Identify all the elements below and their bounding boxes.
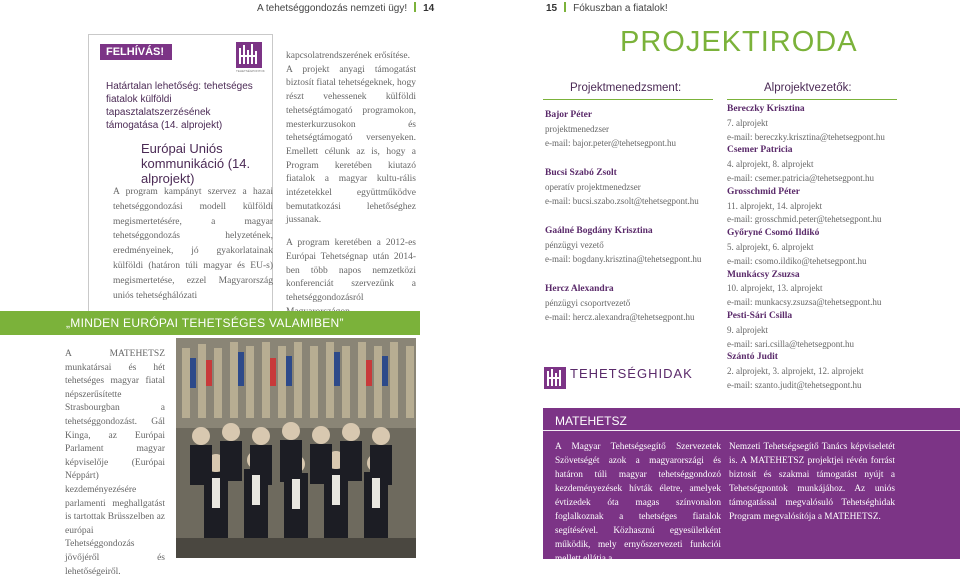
pm-entry — [545, 108, 715, 150]
ap-role: 2. alprojekt, 3. alprojekt, 12. alprojekt — [727, 366, 864, 377]
pm-entry — [545, 282, 715, 324]
ap-header-rule — [727, 99, 897, 100]
matehetsz-text-col1: A Magyar Tehetségsegítő Szervezetek Szövetségét azok a magyarországi és határon túli magyar tehetséggondozó kezdeményezések hívták életre, amelyek évtizedek óta magas színvonalon foglalkoznak a tehetséges fiatalok segítésével. Közhasznú egyesületként működik, mely ernyőszervezeti funkciói mellett ellátja a — [555, 442, 721, 564]
pm-header: Projektmenedzsment: — [570, 82, 682, 94]
pm-role: operatív projektmenedzser — [545, 182, 641, 192]
ap-email: e-mail: bereczky.krisztina@tehetsegpont.hu — [727, 131, 885, 142]
tehetseghidak-logo-text: TEHETSÉGHIDAK — [570, 366, 693, 381]
felhivas-tag: FELHÍVÁS! — [100, 44, 172, 60]
ap-entry — [727, 351, 927, 392]
ap-entry — [727, 269, 927, 310]
ap-entry — [727, 103, 927, 144]
ap-role: 5. alprojekt, 6. alprojekt — [727, 241, 814, 252]
matehetsz-rule — [543, 430, 960, 431]
ap-entry — [727, 186, 927, 227]
ap-list — [727, 103, 927, 393]
callout-body: A program kampányt szervez a hazai tehetséggondozási modell külföldi megismertetésére, a magyar tehetséggondozás helyzetének, eredményeinek, jó gyakorlatainak külföldi (határon túli magyar és EU-s) megismertetése, ezzel Magyarország uniós tehetséghálózati — [113, 187, 273, 301]
ap-name: Győryné Csomó Ildikó — [727, 228, 820, 239]
ap-header: Alprojektvezetők: — [764, 82, 852, 94]
middle-paragraph-2: A projekt anyagi támogatást biztosít fiatal tehetségeknek, hogy részt vehessenek külföldi tehetségtámogató programokon, mesterkurzusokon és tehetségtámogató versenyeken. Emellett célunk az is, hogy a Program keretében kiutazó fiatalok a magyar kultu-rális intézetekkel együttműködve bemutatkozási lehetőséghez jussanak. — [286, 64, 416, 226]
quote-band: „MINDEN EURÓPAI TEHETSÉGES VALAMIBEN” — [0, 311, 420, 335]
right-header-title: Fókuszban a fiatalok! — [573, 3, 668, 14]
header-divider — [414, 2, 416, 12]
pm-email: e-mail: bogdany.krisztina@tehetsegpont.hu — [545, 254, 702, 264]
right-page-header — [546, 2, 668, 14]
ap-name: Pesti-Sári Csilla — [727, 310, 793, 321]
callout-subheading: Európai Uniós kommunikáció (14. alprojekt) — [141, 141, 251, 186]
ap-email: e-mail: munkacsy.zsuzsa@tehetsegpont.hu — [727, 297, 882, 308]
header-divider — [564, 2, 566, 12]
ap-role: 11. alprojekt, 14. alprojekt — [727, 200, 823, 211]
middle-column — [286, 50, 416, 319]
ap-name: Grosschmid Péter — [727, 186, 800, 197]
pm-role: pénzügyi csoportvezető — [545, 298, 631, 308]
pm-email: e-mail: bucsi.szabo.zsolt@tehetsegpont.hu — [545, 196, 699, 206]
callout-heading: Határtalan lehetőség: tehetséges fiatalok külföldi tapasztalatszerzésének támogatása (14. alprojekt) — [106, 81, 253, 131]
pm-email: e-mail: hercz.alexandra@tehetsegpont.hu — [545, 312, 695, 322]
logo-caption: TEHETSÉGPONTOK — [236, 69, 265, 73]
matehetsz-label: MATEHETSZ — [555, 414, 627, 428]
pm-name: Bajor Péter — [545, 110, 593, 120]
ap-name: Bereczky Krisztina — [727, 104, 805, 114]
pm-header-rule — [543, 99, 713, 100]
matehetsz-text-col2: Nemzeti Tehetségsegítő Tanács képviseletét is. A MATEHETSZ projektjei révén forrást biztosít és szakmai támogatást nyújt a Tehetségpontok munkájához. Az uniós támogatással megvalósuló Tehetséghidak Program megvalósítója a MATEHETSZ. — [729, 442, 895, 522]
ap-entry — [727, 310, 927, 351]
pm-role: projektmenedzser — [545, 124, 609, 134]
page-title: PROJEKTIRODA — [620, 26, 858, 58]
ap-role: 7. alprojekt — [727, 117, 768, 128]
ap-name: Szántó Judit — [727, 352, 778, 363]
left-page-header — [257, 2, 434, 14]
ap-email: e-mail: sari.csilla@tehetsegpont.hu — [727, 338, 855, 349]
pm-name: Gaálné Bogdány Krisztina — [545, 226, 653, 236]
ap-entry — [727, 227, 927, 268]
ap-role: 9. alprojekt — [727, 324, 768, 335]
left-page-number: 14 — [423, 3, 435, 14]
ap-name: Munkácsy Zsuzsa — [727, 269, 800, 280]
pm-entry — [545, 224, 715, 266]
ap-role: 4. alprojekt, 8. alprojekt — [727, 159, 814, 170]
tehetsegpontok-logo-icon — [236, 42, 262, 68]
ap-email: e-mail: szanto.judit@tehetsegpont.hu — [727, 379, 862, 390]
middle-paragraph-3: A program keretében a 2012-es Európai Tehetségnap után 2014-ben több napos nemzetközi konferenciát szervezünk a tehetséggondozásról — [286, 238, 416, 303]
pm-email: e-mail: bajor.peter@tehetsegpont.hu — [545, 138, 676, 148]
pm-name: Bucsi Szabó Zsolt — [545, 168, 617, 178]
pm-list — [545, 108, 715, 324]
group-photo — [176, 338, 416, 558]
right-page-number: 15 — [546, 3, 558, 14]
ap-entry — [727, 144, 927, 185]
ap-email: e-mail: grosschmid.peter@tehetsegpont.hu — [727, 214, 882, 225]
pm-name: Hercz Alexandra — [545, 284, 614, 294]
left-header-title: A tehetséggondozás nemzeti ügy! — [257, 3, 408, 14]
ap-email: e-mail: csemer.patricia@tehetsegpont.hu — [727, 172, 874, 183]
photo-caption: A MATEHETSZ munkatársai és hét tehetséges magyar fiatal népszerűsítette Strasbourgban a tehetséggondozást. Gál Kinga, az Európai Parlament magyar képviselője (Európai Néppárt) kezdeményezésére parlamenti meghallgatást is tartottak Brüsszelben az európai Tehetséggondozás jövőjéről és lehetőségeiről. — [65, 349, 165, 577]
pm-entry — [545, 166, 715, 208]
middle-paragraph-1: kapcsolatrendszerének erősítése. — [286, 51, 410, 61]
ap-name: Csemer Patricia — [727, 145, 793, 156]
ap-role: 10. alprojekt, 13. alprojekt — [727, 283, 823, 294]
pm-role: pénzügyi vezető — [545, 240, 604, 250]
ap-email: e-mail: csomo.ildiko@tehetsegpont.hu — [727, 255, 867, 266]
